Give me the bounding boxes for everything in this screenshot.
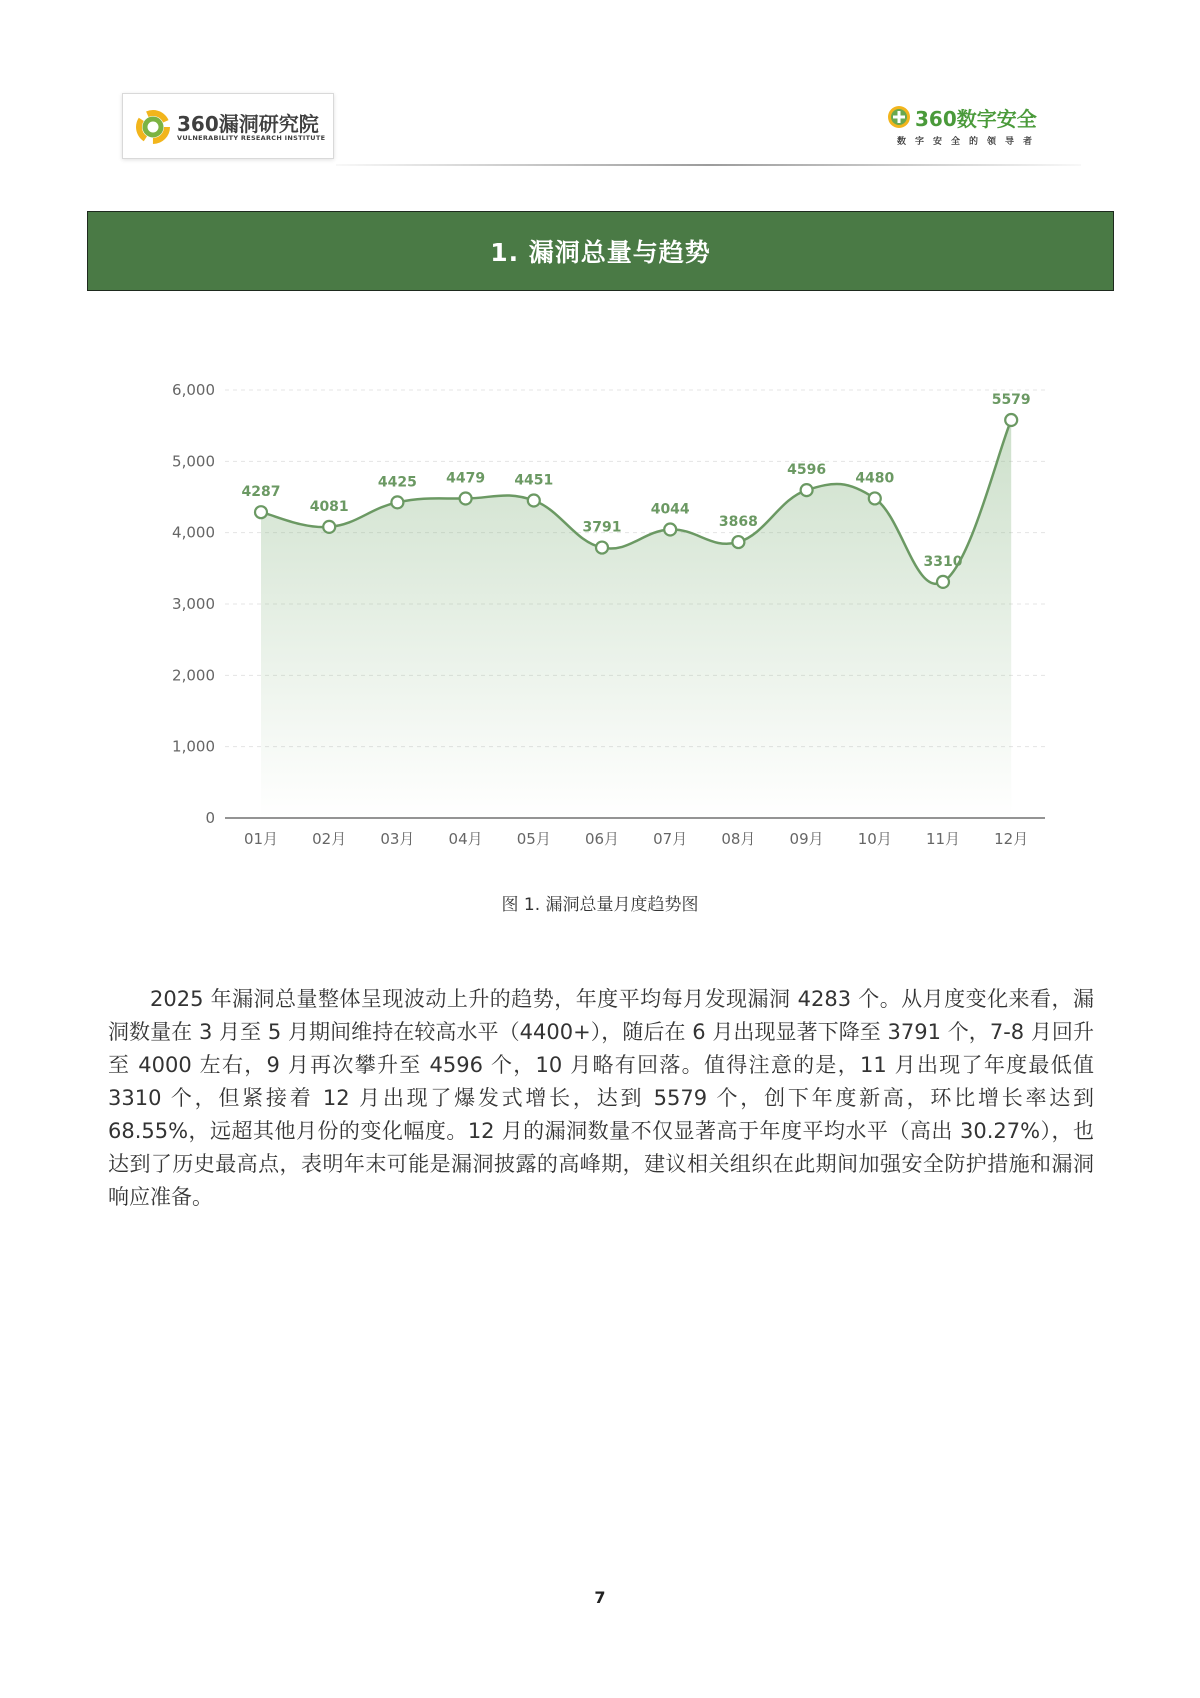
data-point [255,506,267,518]
data-point [664,524,676,536]
data-point [732,536,744,548]
x-tick-label: 03月 [380,830,415,848]
x-tick-label: 02月 [312,830,347,848]
header-divider [336,164,1081,166]
x-tick-label: 04月 [448,830,483,848]
y-tick-label: 5,000 [172,452,215,471]
data-label: 4081 [309,498,349,515]
y-tick-label: 3,000 [172,595,215,613]
x-tick-label: 08月 [721,830,756,848]
data-point [596,542,608,554]
vulnerability-institute-logo [122,93,334,159]
section-title: 1. 漏洞总量与趋势 [490,238,711,267]
data-label: 5579 [991,392,1031,409]
x-tick-label: 10月 [857,830,892,848]
data-point [391,496,403,508]
data-label: 4044 [650,501,690,518]
data-point [528,494,540,506]
data-point [869,492,881,504]
institute-name: 360漏洞研究院 [177,112,319,136]
data-label: 4425 [377,474,417,491]
institute-subtitle: VULNERABILITY RESEARCH INSTITUTE [177,134,326,142]
y-tick-label: 1,000 [172,737,215,756]
y-axis-ticks [172,381,215,827]
data-label: 4451 [514,472,554,489]
chart-area-fill [261,420,1011,818]
data-point [460,492,472,504]
y-tick-label: 4,000 [172,523,215,542]
digital-security-slogan: 数字安全的领导者 [897,137,1042,147]
x-tick-label: 09月 [789,830,824,848]
x-tick-label: 12月 [994,830,1029,848]
data-label: 4479 [446,470,486,487]
data-label: 4287 [241,484,281,501]
x-tick-label: 01月 [243,830,279,848]
data-point [937,576,949,588]
x-axis-ticks [244,830,1028,848]
digital-security-name: 360数字安全 [915,107,1037,131]
institute-logo-icon [135,109,171,145]
x-tick-label: 06月 [584,830,620,848]
data-label: 3791 [582,519,622,536]
data-label: 3868 [718,514,758,531]
vulnerability-trend-chart [150,365,1050,855]
x-tick-label: 11月 [925,830,961,848]
y-tick-label: 0 [205,809,215,827]
y-tick-label: 2,000 [172,666,215,685]
data-label: 4480 [855,470,895,487]
section-title-bar [87,211,1114,291]
x-tick-label: 05月 [516,830,551,848]
figure-caption: 图 1. 漏洞总量月度趋势图 [501,895,699,915]
data-label: 3310 [923,553,963,570]
digital-security-logo [887,103,1087,153]
x-tick-label: 07月 [653,830,688,848]
data-point [801,484,813,496]
data-point [1005,414,1017,426]
data-point [323,521,335,533]
page-number: 7 [594,1588,606,1607]
data-label: 4596 [787,462,827,479]
digital-security-logo-icon [887,105,911,129]
y-tick-label: 6,000 [172,381,215,399]
body-paragraph: 2025 年漏洞总量整体呈现波动上升的趋势，年度平均每月发现漏洞 4283 个。从月度变化来看，漏洞数量在 3 月至 5 月期间维持在较高水平（4400+），随后在 6 月出现显著下降至 3791 个，7-8 月回升至 4000 左右，9 月再次攀升至 4596 个，10 月略有回落。值得注意的是，11 月出现了年度最低值 3310 个，但紧接着 12 月出现了爆发式增长，达到 5579 个，创下年度新高，环比增长率达到 68.55%，远超其他月份的变化幅度。12 月的漏洞数量不仅显著高于年度平均水平（高出 30.27%），也达到了历史最高点，表明年末可能是漏洞披露的高峰期，建议相关组织在此期间加强安全防护措施和漏洞响应准备。 [108,987,1094,1209]
